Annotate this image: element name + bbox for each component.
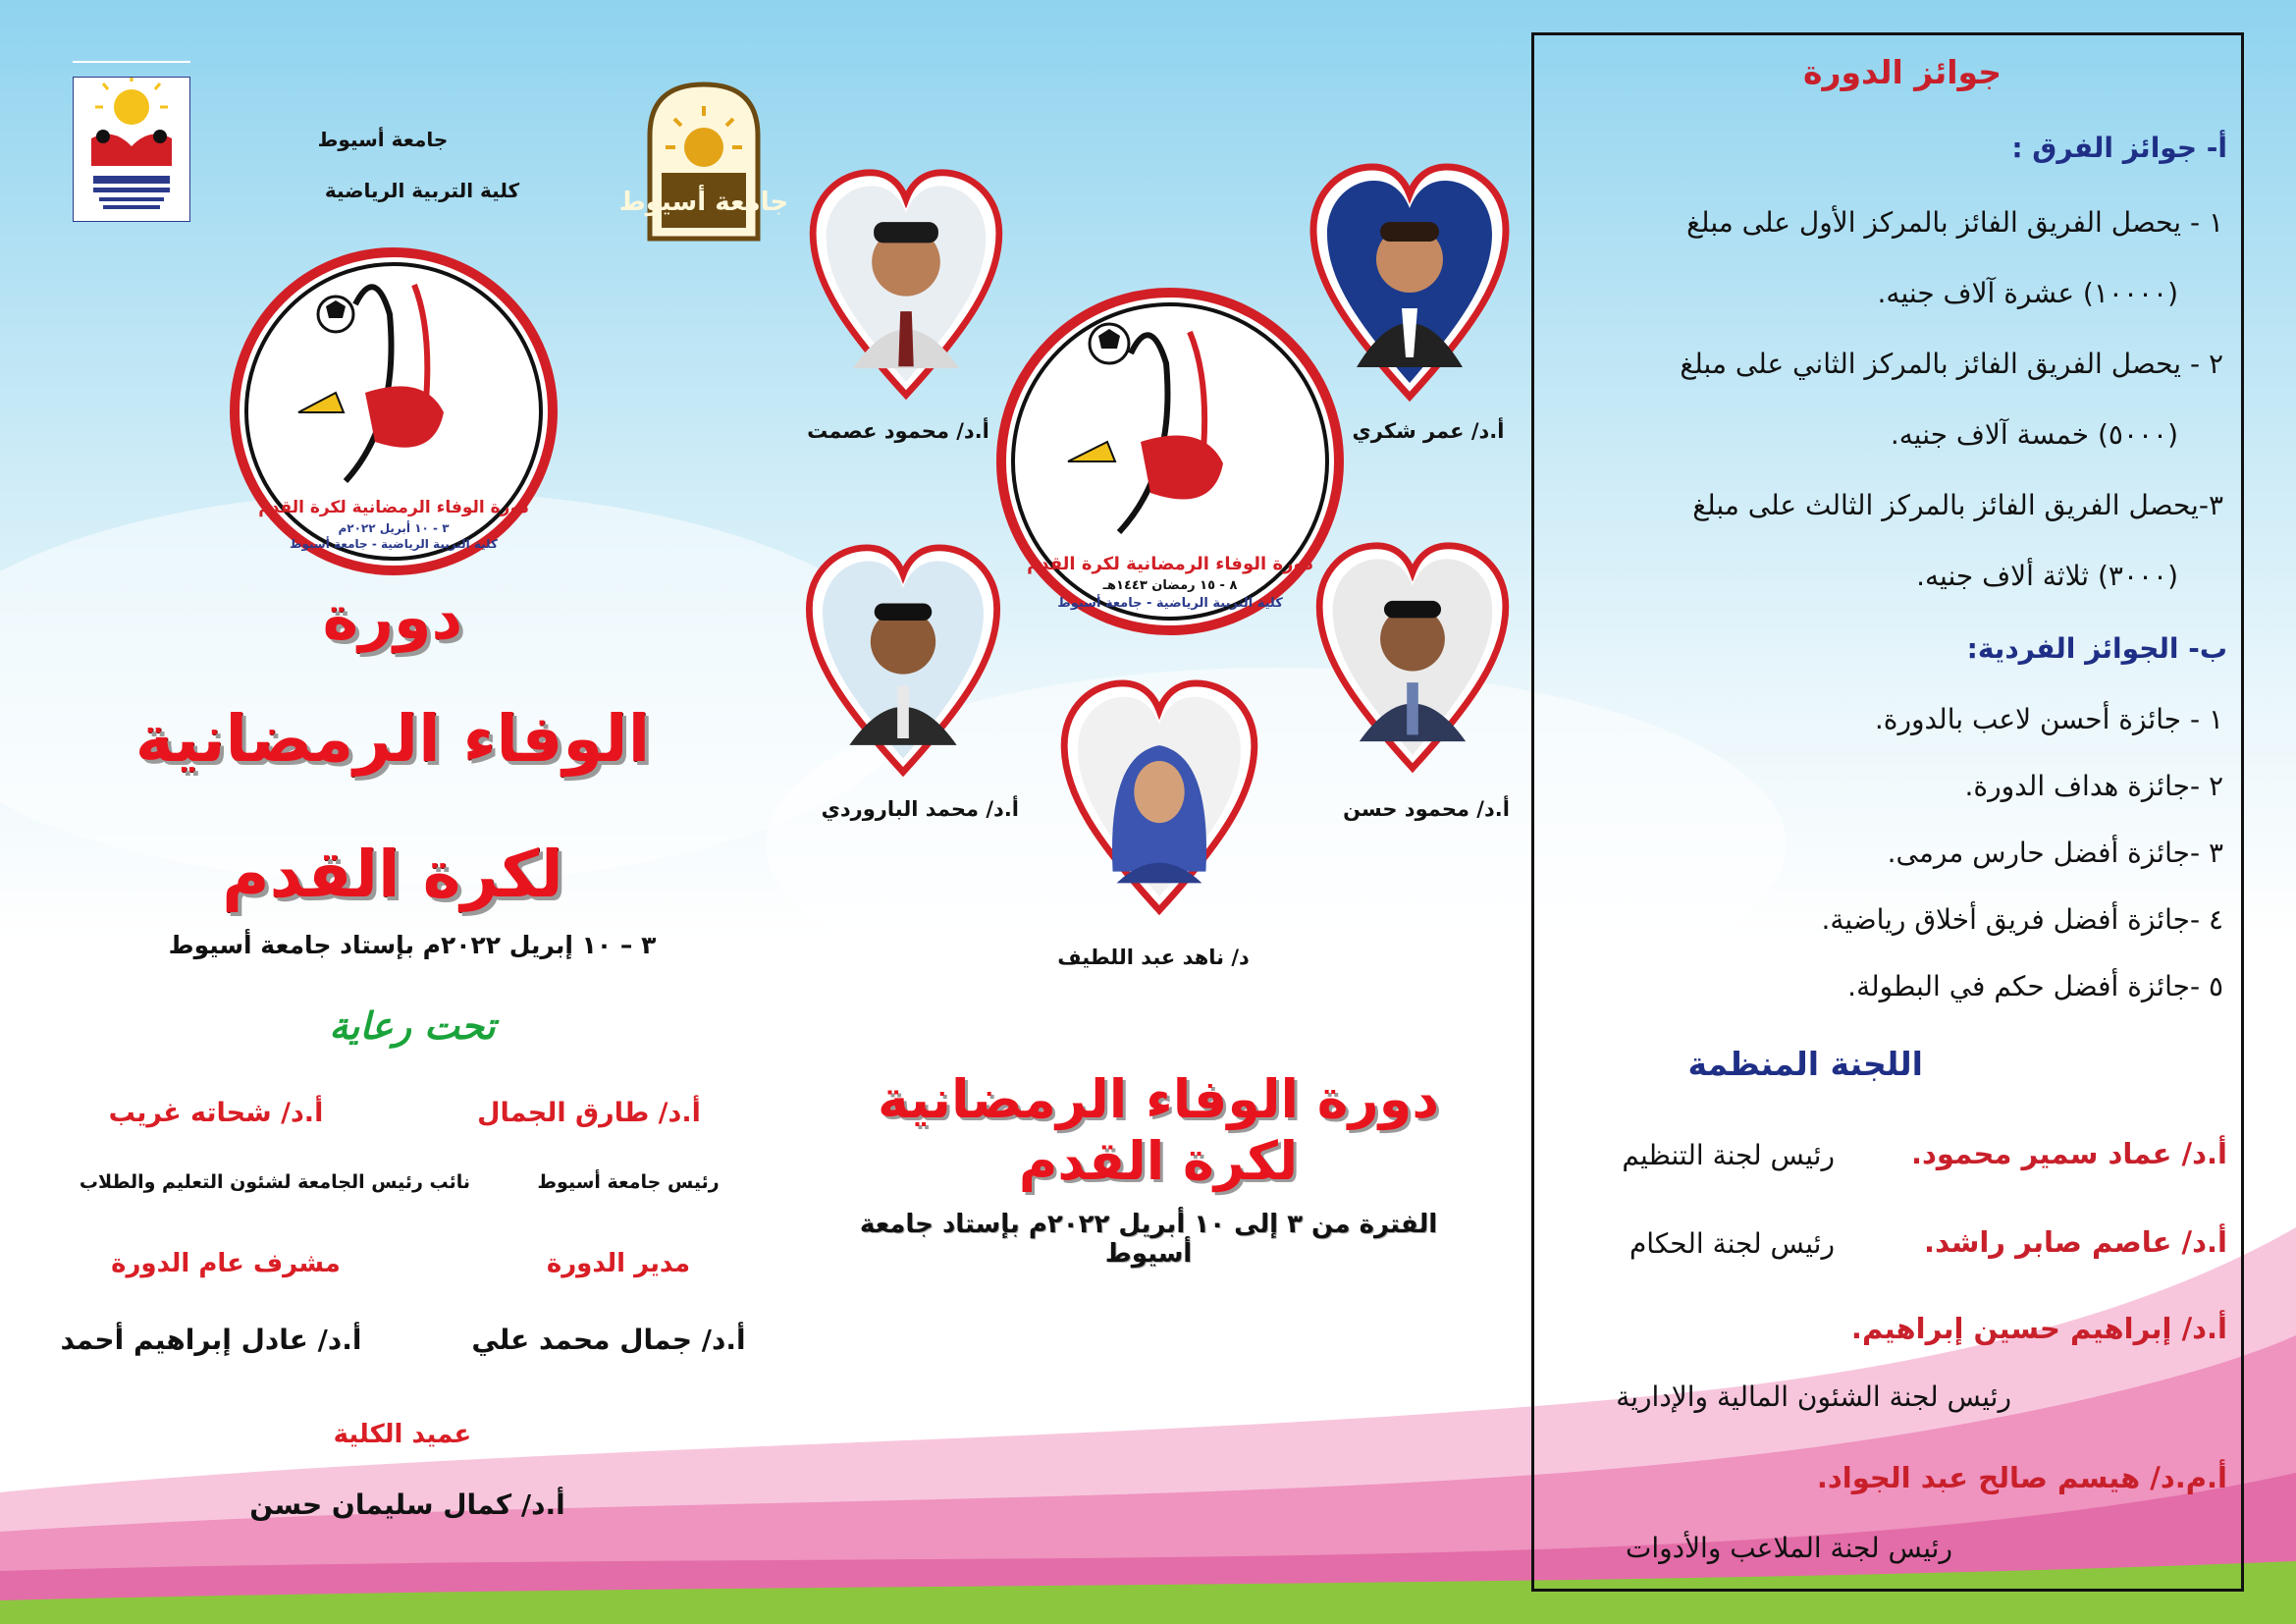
individual-prizes-heading: ب- الجوائز الفردية: [1966,632,2227,665]
left-logo-footer: كلية التربية الرياضية - جامعة أسيوط [290,537,498,551]
title-line-2: الوفاء الرمضانية [134,701,651,777]
middle-tournament-title: دورة الوفاء الرمضانية لكرة القدم [877,1068,1440,1192]
patron1-name: أ.د/ طارق الجمال [477,1098,701,1128]
patron2-role: نائب رئيس الجامعة لشئون التعليم والطلاب [79,1171,471,1193]
university-logo-text: جامعة أسيوط [618,188,789,217]
logo-top-line [73,61,190,63]
individual-prize-2: ٢ -جائزة هداف الدورة. [1964,770,2223,802]
patron2-name: أ.د/ شحاته غريب [108,1098,324,1128]
committee-member-4-role: رئيس لجنة الملاعب والأدوات [1625,1532,1952,1564]
committee-member-1-role: رئيس لجنة التنظيم [1622,1139,1835,1171]
faculty-name: كلية التربية الرياضية [324,179,520,202]
director-name: أ.د/ جمال محمد علي [471,1324,746,1356]
director-label: مدير الدورة [546,1249,691,1278]
team-prize-1-line-a: ١ - يحصل الفريق الفائز بالمركز الأول على مبلغ [1686,206,2223,239]
tournament-logo-middle [993,285,1347,638]
individual-prize-5: ٥ -جائزة أفضل حكم في البطولة. [1847,970,2223,1002]
mid-logo-dates: ٨ - ١٥ رمضان ١٤٤٣هـ [1102,578,1238,593]
caption-mahmoud-hassan: أ.د/ محمود حسن [1343,797,1510,821]
university-name: جامعة أسيوط [317,128,449,151]
tournament-dates-left: ٣ – ١٠ إبريل ٢٠٢٢م بإستاد جامعة أسيوط [168,931,657,959]
heart-photo-mohamed-elbaroudy [803,542,1003,780]
heart-photo-mahmoud-hassan [1313,540,1512,776]
title-line-1: دورة [322,581,463,653]
left-logo-title: دورة الوفاء الرمضانية لكرة القدم [258,498,529,517]
university-logo [618,77,789,244]
caption-nahed: د/ ناهد عبد اللطيف [1057,946,1250,969]
dean-label: عميد الكلية [333,1420,472,1449]
middle-tournament-dates: الفترة من ٣ إلى ١٠ أبريل ٢٠٢٢م بإستاد جامعة أسيوط [859,1210,1438,1269]
committee-member-2-role: رئيس لجنة الحكام [1629,1227,1835,1260]
team-prize-3-line-b: (٣٠٠٠) ثلاثة ألاف جنيه. [1916,560,2178,592]
team-prize-2-line-a: ٢ - يحصل الفريق الفائز بالمركز الثاني على مبلغ [1680,348,2223,380]
individual-prize-3: ٣ -جائزة أفضل حارس مرمى. [1887,837,2223,869]
supervisor-label: مشرف عام الدورة [111,1249,341,1278]
individual-prize-1: ١ - جائزة أحسن لاعب بالدورة. [1874,703,2223,735]
team-prize-2-line-b: (٥٠٠٠) خمسة آلاف جنيه. [1890,418,2178,451]
faculty-logo [73,77,190,222]
caption-mohamed-elbaroudy: أ.د/ محمد الباروردي [821,797,1019,821]
committee-member-4-name: أ.م.د/ هيسم صالح عبد الجواد. [1816,1461,2227,1494]
team-prize-1-line-b: (١٠٠٠٠) عشرة آلاف جنيه. [1877,277,2178,309]
mid-logo-footer: كلية التربية الرياضية - جامعة أسيوط [1057,596,1283,611]
prizes-panel [1531,32,2244,1592]
tournament-logo-left [228,245,560,577]
dean-name: أ.د/ كمال سليمان حسن [249,1489,565,1521]
heart-photo-mahmoud-esmat [807,167,1005,403]
individual-prize-4: ٤ -جائزة أفضل فريق أخلاق رياضية. [1821,903,2223,936]
mid-logo-title: دورة الوفاء الرمضانية لكرة القدم [1027,554,1313,574]
committee-member-1-name: أ.د/ عماد سمير محمود. [1911,1137,2227,1170]
committee-member-3-role: رئيس لجنة الشئون المالية والإدارية [1616,1380,2011,1413]
title-line-3: لكرة القدم [222,837,563,912]
committee-member-3-name: أ.د/ إبراهيم حسين إبراهيم. [1850,1312,2227,1345]
supervisor-name: أ.د/ عادل إبراهيم أحمد [60,1324,362,1356]
team-prize-3-line-a: ٣-يحصل الفريق الفائز بالمركز الثالث على مبلغ [1692,489,2223,521]
organizing-committee-heading: اللجنة المنظمة [1687,1045,1923,1083]
patron1-role: رئيس جامعة أسيوط [537,1171,720,1193]
committee-member-2-name: أ.د/ عاصم صابر راشد. [1924,1225,2227,1259]
left-logo-dates: ٣ - ١٠ أبريل ٢٠٢٢م [338,521,450,535]
caption-mahmoud-esmat: أ.د/ محمود عصمت [807,419,989,443]
caption-omar: أ.د/ عمر شكري [1352,419,1505,443]
prizes-title: جوائز الدورة [1803,53,2002,91]
heart-photo-nahed [1058,677,1260,918]
patronage-label: تحت رعاية [329,1003,496,1048]
team-prizes-heading: أ- جوائز الفرق : [2011,132,2227,164]
